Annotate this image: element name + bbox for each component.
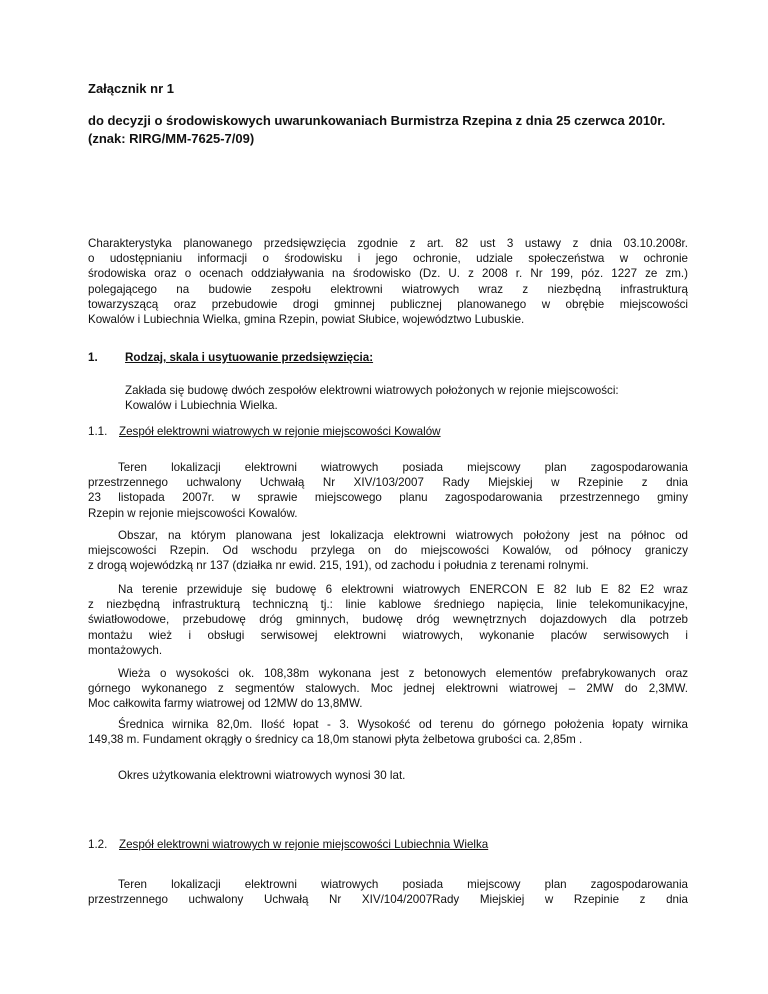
- subsection-number: 1.1.: [88, 425, 108, 438]
- paragraph: [118, 768, 688, 783]
- paragraph: [88, 877, 688, 907]
- paragraph-line: przestrzennego uchwalony Uchwałą Nr XIV/104/2007Rady Miejskiej w Rzepinie z dnia: [88, 893, 688, 907]
- intro-line: towarzyszącą oraz przebudowie drogi gminnej publicznej planowanego w obrębie miejscowości: [88, 297, 688, 311]
- section-paragraph: [125, 383, 688, 413]
- paragraph-line: montażu wież i obsługi serwisowej elektrowni wiatrowych, wykonanie placów serwisowych i: [88, 628, 688, 642]
- intro-line: o udostępnianiu informacji o środowisku i jego ochronie, udziale społeczeństwa w ochronie: [88, 252, 688, 266]
- paragraph-line: światłowodowe, przebudowę dróg gminnych, budowę dróg wewnętrznych dojazdowych dla potrzeb: [88, 613, 688, 627]
- subsection-title: Zespół elektrowni wiatrowych w rejonie miejscowości Kowalów: [119, 425, 441, 438]
- attachment-subtitle: do decyzji o środowiskowych uwarunkowaniach Burmistrza Rzepina z dnia 25 czerwca 2010r. (znak: RIRG/MM-7625-7/09): [88, 113, 666, 146]
- attachment-title: Załącznik nr 1: [88, 81, 174, 96]
- paragraph-line: Na terenie przewiduje się budowę 6 elektrowni wiatrowych ENERCON E 82 lub E 82 E2 wraz: [118, 583, 688, 596]
- paragraph: [88, 666, 688, 712]
- paragraph-line: Okres użytkowania elektrowni wiatrowych wynosi 30 lat.: [118, 769, 406, 782]
- section-line: Kowalów i Lubiechnia Wielka.: [125, 399, 278, 413]
- paragraph-line: Wieża o wysokości ok. 108,38m wykonana jest z betonowych elementów prefabrykowanych oraz: [118, 667, 688, 680]
- paragraph-line: 149,38 m. Fundament okrągły o średnicy ca 18,0m stanowi płyta żelbetowa grubości ca. 2,85m .: [88, 733, 583, 747]
- paragraph-line: Moc całkowita farmy wiatrowej od 12MW do 13,8MW.: [88, 697, 363, 711]
- section-line: Zakłada się budowę dwóch zespołów elektrowni wiatrowych położonych w rejonie miejscowości:: [125, 384, 619, 397]
- paragraph-line: Obszar, na którym planowana jest lokalizacja elektrowni wiatrowych położony jest na północ od: [118, 529, 688, 542]
- subsection-title: Zespół elektrowni wiatrowych w rejonie miejscowości Lubiechnia Wielka: [119, 838, 489, 851]
- paragraph: [88, 528, 688, 574]
- paragraph-line: przestrzennego uchwalony Uchwałą Nr XIV/103/2007 Rady Miejskiej w Rzepinie z dnia: [88, 476, 688, 490]
- intro-line: polegającego na budowie zespołu elektrowni wiatrowych wraz z niezbędną infrastrukturą: [88, 282, 688, 296]
- paragraph-line: Rzepin w rejonie miejscowości Kowalów.: [88, 506, 298, 520]
- intro-paragraph: [88, 236, 688, 327]
- paragraph-line: z drogą wojewódzką nr 137 (działka nr ewid. 215, 191), od zachodu i południa z terenami rolnymi.: [88, 559, 589, 573]
- intro-line: Charakterystyka planowanego przedsięwzięcia zgodnie z art. 82 ust 3 ustawy z dnia 03.10.2008r.: [88, 237, 688, 250]
- subsection-number: 1.2.: [88, 838, 108, 851]
- paragraph-line: z niezbędną infrastrukturą techniczną tj.: linie kablowe średniego napięcia, linie telekomunikacyjne,: [88, 598, 688, 612]
- paragraph-line: miejscowości Rzepin. Od wschodu przylega on do miejscowości Kowalów, od północy graniczy: [88, 544, 688, 558]
- paragraph-line: 23 listopada 2007r. w sprawie miejscowego planu zagospodarowania przestrzennego gminy: [88, 491, 688, 505]
- paragraph-line: Średnica wirnika 82,0m. Ilość łopat - 3. Wysokość od terenu do górnego położenia łopaty wirnika: [118, 718, 688, 731]
- paragraph: [88, 460, 688, 521]
- section-number: 1.: [88, 351, 98, 364]
- intro-line: Kowalów i Lubiechnia Wielka, gmina Rzepin, powiat Słubice, województwo Lubuskie.: [88, 313, 525, 327]
- paragraph-line: Teren lokalizacji elektrowni wiatrowych posiada miejscowy plan zagospodarowania: [118, 461, 688, 474]
- paragraph: [88, 717, 688, 747]
- intro-line: środowiska oraz o ocenach oddziaływania na środowisko (Dz. U. z 2008 r. Nr 199, póz. 1227 ze zm.): [88, 267, 688, 281]
- paragraph-line: montażowych.: [88, 643, 163, 657]
- paragraph: [88, 582, 688, 658]
- paragraph-line: górnego wykonanego z segmentów stalowych. Moc jednej elektrowni wiatrowej – 2MW do 2,3MW.: [88, 682, 688, 696]
- paragraph-line: Teren lokalizacji elektrowni wiatrowych posiada miejscowy plan zagospodarowania: [118, 878, 688, 891]
- section-title: Rodzaj, skala i usytuowanie przedsięwzięcia:: [125, 351, 374, 364]
